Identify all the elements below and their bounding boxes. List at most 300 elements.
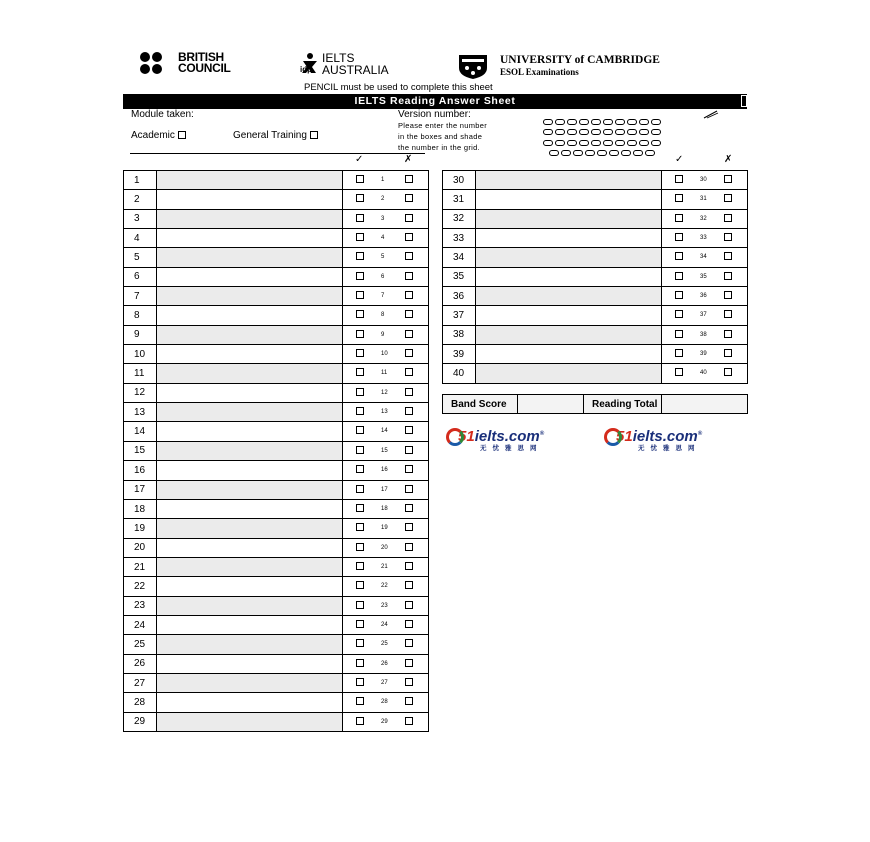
marker-cell: [343, 461, 429, 480]
incorrect-checkbox[interactable]: [405, 659, 413, 667]
question-number: 32: [443, 209, 476, 228]
incorrect-checkbox[interactable]: [405, 465, 413, 473]
answer-write-box[interactable]: [476, 306, 662, 325]
question-number: 28: [124, 693, 157, 712]
question-number: 21: [124, 557, 157, 576]
marker-number: 30: [700, 177, 707, 183]
reading-total-label: Reading Total: [584, 395, 662, 414]
answer-row: [443, 287, 748, 306]
incorrect-checkbox[interactable]: [405, 639, 413, 647]
watermark-logo-2: [604, 428, 702, 452]
answer-write-box[interactable]: [157, 306, 343, 325]
tick-header-right: ✓: [675, 154, 684, 165]
incorrect-checkbox[interactable]: [405, 407, 413, 415]
correct-checkbox[interactable]: [356, 485, 364, 493]
incorrect-checkbox[interactable]: [724, 175, 732, 183]
correct-checkbox[interactable]: [356, 446, 364, 454]
cross-header-right: ✗: [724, 154, 733, 165]
correct-checkbox[interactable]: [356, 659, 364, 667]
marker-number: 16: [381, 467, 388, 474]
answer-write-box[interactable]: [157, 403, 343, 422]
correct-checkbox[interactable]: [356, 562, 364, 570]
answer-row: [124, 499, 429, 518]
answer-write-box[interactable]: [157, 693, 343, 712]
incorrect-checkbox[interactable]: [405, 581, 413, 589]
marker-cell: [662, 171, 748, 190]
marker-cell: [343, 635, 429, 654]
incorrect-checkbox[interactable]: [405, 310, 413, 318]
answer-write-box[interactable]: [157, 422, 343, 441]
marker-number: 33: [700, 235, 707, 242]
marker-cell: [343, 248, 429, 267]
marker-number: 2: [381, 196, 385, 203]
marker-cell: [343, 171, 429, 190]
question-number: 9: [124, 325, 157, 344]
correct-checkbox[interactable]: [356, 194, 364, 202]
answer-write-box[interactable]: [157, 538, 343, 557]
question-number: 16: [124, 461, 157, 480]
sheet-title: IELTS Reading Answer Sheet: [354, 95, 516, 107]
correct-checkbox[interactable]: [356, 272, 364, 280]
ielts-text: IELTS: [322, 51, 355, 65]
answer-row: [124, 596, 429, 615]
module-label: Module taken:: [131, 109, 194, 120]
marker-cell: [343, 364, 429, 383]
incorrect-checkbox[interactable]: [405, 330, 413, 338]
marker-number: 21: [381, 563, 388, 570]
answer-write-box[interactable]: [157, 557, 343, 576]
correct-checkbox[interactable]: [675, 291, 683, 299]
marker-number: 35: [700, 273, 707, 280]
correct-checkbox[interactable]: [675, 175, 683, 183]
marker-cell: [662, 190, 748, 209]
question-number: 7: [124, 287, 157, 306]
incorrect-checkbox[interactable]: [405, 485, 413, 493]
answer-write-box[interactable]: [476, 364, 662, 383]
correct-checkbox[interactable]: [356, 252, 364, 260]
answer-row: [443, 364, 748, 383]
answer-row: [124, 538, 429, 557]
correct-checkbox[interactable]: [675, 368, 683, 376]
answer-write-box[interactable]: [157, 190, 343, 209]
correct-checkbox[interactable]: [356, 368, 364, 376]
question-number: 22: [124, 577, 157, 596]
version-instruction-2: in the boxes and shade: [398, 132, 483, 141]
answer-write-box[interactable]: [157, 345, 343, 364]
correct-checkbox[interactable]: [356, 175, 364, 183]
incorrect-checkbox[interactable]: [405, 368, 413, 376]
answer-write-box[interactable]: [157, 480, 343, 499]
answer-row: [124, 209, 429, 228]
marker-cell: [343, 577, 429, 596]
question-number: 11: [124, 364, 157, 383]
marker-number: 25: [381, 641, 388, 648]
question-number: 18: [124, 499, 157, 518]
marker-cell: [343, 557, 429, 576]
answer-row: [124, 635, 429, 654]
correct-checkbox[interactable]: [356, 717, 364, 725]
incorrect-checkbox[interactable]: [724, 310, 732, 318]
answer-row: [124, 519, 429, 538]
marker-number: 20: [381, 544, 388, 551]
answer-write-box[interactable]: [476, 325, 662, 344]
incorrect-checkbox[interactable]: [405, 717, 413, 725]
answer-row: [124, 364, 429, 383]
correct-checkbox[interactable]: [356, 426, 364, 434]
answer-row: [124, 693, 429, 712]
correct-checkbox[interactable]: [675, 194, 683, 202]
answer-write-box[interactable]: [476, 171, 662, 190]
answer-row: [124, 577, 429, 596]
bc-line1: BRITISH: [178, 50, 224, 64]
general-training-option[interactable]: [233, 130, 318, 141]
marker-number: 38: [700, 331, 707, 338]
answer-write-box[interactable]: [157, 635, 343, 654]
marker-cell: [343, 673, 429, 692]
bc-line2: COUNCIL: [178, 61, 231, 75]
question-number: 10: [124, 345, 157, 364]
pencil-note: PENCIL must be used to complete this sheet: [304, 82, 493, 93]
correct-checkbox[interactable]: [356, 388, 364, 396]
version-oval-row-4[interactable]: [549, 143, 657, 161]
esol-name: ESOL Examinations: [500, 67, 579, 77]
marker-number: 28: [381, 699, 388, 706]
answer-row: [124, 171, 429, 190]
marker-cell: [343, 267, 429, 286]
incorrect-checkbox[interactable]: [724, 368, 732, 376]
marker-number: 6: [381, 273, 385, 280]
band-score-box[interactable]: [518, 395, 584, 414]
answer-write-box[interactable]: [157, 171, 343, 190]
question-number: 15: [124, 441, 157, 460]
answer-row: [124, 654, 429, 673]
marker-cell: [343, 403, 429, 422]
version-instruction-3: the number in the grid.: [398, 143, 480, 152]
marker-cell: [343, 441, 429, 460]
corner-mark-icon: [741, 95, 747, 107]
cambridge-crest-icon: [458, 54, 488, 80]
band-score-label: Band Score: [443, 395, 518, 414]
answer-row: [124, 557, 429, 576]
answer-write-box[interactable]: [157, 287, 343, 306]
incorrect-checkbox[interactable]: [405, 504, 413, 512]
question-number: 17: [124, 480, 157, 499]
answer-write-box[interactable]: [476, 229, 662, 248]
marker-number: 40: [700, 370, 707, 377]
question-number: 33: [443, 229, 476, 248]
marker-cell: [343, 229, 429, 248]
watermark-swirl-icon: [604, 428, 622, 446]
marker-cell: [343, 596, 429, 615]
marker-cell: [343, 499, 429, 518]
answer-write-box[interactable]: [157, 519, 343, 538]
question-number: 37: [443, 306, 476, 325]
marker-number: 19: [381, 525, 388, 532]
question-number: 5: [124, 248, 157, 267]
answer-row: [124, 403, 429, 422]
watermark-51: 51: [458, 428, 475, 445]
version-label: Version number:: [398, 109, 471, 120]
answer-write-box[interactable]: [157, 615, 343, 634]
british-council-dots-icon: [140, 52, 176, 76]
marker-number: 14: [381, 428, 388, 435]
question-number: 30: [443, 171, 476, 190]
answer-row: [124, 383, 429, 402]
marker-number: 9: [381, 331, 385, 338]
watermark-reg: ®: [539, 431, 545, 437]
correct-checkbox[interactable]: [675, 272, 683, 280]
watermark-logo-1: [446, 428, 544, 452]
answer-write-box[interactable]: [157, 441, 343, 460]
watermark-51: 51: [616, 428, 633, 445]
incorrect-checkbox[interactable]: [405, 252, 413, 260]
question-number: 23: [124, 596, 157, 615]
answer-write-box[interactable]: [157, 248, 343, 267]
score-table: [442, 394, 748, 414]
correct-checkbox[interactable]: [356, 233, 364, 241]
correct-checkbox[interactable]: [675, 214, 683, 222]
question-number: 4: [124, 229, 157, 248]
marker-number: 4: [381, 235, 385, 242]
question-number: 20: [124, 538, 157, 557]
pencil-icon: [703, 109, 719, 119]
australia-text: AUSTRALIA: [322, 63, 389, 77]
correct-checkbox[interactable]: [356, 543, 364, 551]
marker-number: 34: [700, 254, 707, 261]
answer-row: [124, 441, 429, 460]
answer-write-box[interactable]: [476, 190, 662, 209]
general-training-checkbox[interactable]: [310, 131, 318, 139]
question-number: 8: [124, 306, 157, 325]
correct-checkbox[interactable]: [356, 330, 364, 338]
question-number: 24: [124, 615, 157, 634]
watermark-domain: ielts.com: [474, 428, 540, 445]
correct-checkbox[interactable]: [356, 310, 364, 318]
incorrect-checkbox[interactable]: [724, 194, 732, 202]
answer-write-box[interactable]: [476, 209, 662, 228]
correct-checkbox[interactable]: [675, 330, 683, 338]
marker-number: 24: [381, 621, 388, 628]
marker-number: 5: [381, 254, 385, 261]
answer-row: [124, 287, 429, 306]
correct-checkbox[interactable]: [675, 233, 683, 241]
question-number: 39: [443, 345, 476, 364]
general-training-label: General Training: [233, 130, 307, 141]
answer-row: [443, 306, 748, 325]
answer-row: [443, 190, 748, 209]
marker-number: 18: [381, 505, 388, 512]
answer-write-box[interactable]: [157, 229, 343, 248]
sheet-title-bar: [123, 94, 747, 109]
answer-write-box[interactable]: [157, 577, 343, 596]
marker-cell: [662, 209, 748, 228]
answer-write-box[interactable]: [157, 267, 343, 286]
question-number: 19: [124, 519, 157, 538]
answer-row: [124, 422, 429, 441]
marker-number: 3: [381, 215, 385, 222]
incorrect-checkbox[interactable]: [724, 272, 732, 280]
academic-option[interactable]: [131, 130, 186, 141]
marker-number: 1: [381, 177, 385, 183]
marker-number: 29: [381, 718, 388, 725]
marker-cell: [343, 693, 429, 712]
marker-number: 11: [381, 370, 388, 377]
correct-checkbox[interactable]: [675, 310, 683, 318]
answer-write-box[interactable]: [157, 596, 343, 615]
academic-checkbox[interactable]: [178, 131, 186, 139]
correct-checkbox[interactable]: [356, 523, 364, 531]
answer-row: [124, 345, 429, 364]
correct-checkbox[interactable]: [356, 620, 364, 628]
incorrect-checkbox[interactable]: [405, 194, 413, 202]
marker-cell: [343, 654, 429, 673]
answer-write-box[interactable]: [157, 364, 343, 383]
marker-cell: [343, 519, 429, 538]
correct-checkbox[interactable]: [356, 601, 364, 609]
answer-row: [124, 267, 429, 286]
correct-checkbox[interactable]: [356, 504, 364, 512]
marker-number: 23: [381, 602, 388, 609]
answer-write-box[interactable]: [476, 287, 662, 306]
answer-row: [124, 325, 429, 344]
answer-row: [443, 229, 748, 248]
correct-checkbox[interactable]: [356, 214, 364, 222]
question-number: 27: [124, 673, 157, 692]
idp-text: idp: [300, 65, 312, 74]
answer-write-box[interactable]: [157, 461, 343, 480]
question-number: 13: [124, 403, 157, 422]
marker-number: 17: [381, 486, 388, 493]
marker-cell: [662, 267, 748, 286]
incorrect-checkbox[interactable]: [405, 601, 413, 609]
answer-row: [124, 306, 429, 325]
marker-number: 10: [381, 351, 388, 358]
incorrect-checkbox[interactable]: [724, 233, 732, 241]
incorrect-checkbox[interactable]: [405, 214, 413, 222]
marker-cell: [662, 229, 748, 248]
correct-checkbox[interactable]: [356, 349, 364, 357]
watermark-reg: ®: [697, 431, 703, 437]
marker-cell: [662, 345, 748, 364]
watermark-domain: ielts.com: [632, 428, 698, 445]
answer-row: [124, 615, 429, 634]
incorrect-checkbox[interactable]: [405, 620, 413, 628]
incorrect-checkbox[interactable]: [405, 446, 413, 454]
marker-number: 26: [381, 660, 388, 667]
answer-row: [443, 171, 748, 190]
watermark-sub: 无忧雅思网: [638, 445, 701, 452]
correct-checkbox[interactable]: [675, 349, 683, 357]
answer-write-box[interactable]: [476, 267, 662, 286]
incorrect-checkbox[interactable]: [405, 678, 413, 686]
answer-write-box[interactable]: [476, 345, 662, 364]
answer-row: [124, 461, 429, 480]
incorrect-checkbox[interactable]: [405, 426, 413, 434]
incorrect-checkbox[interactable]: [405, 562, 413, 570]
answer-row: [124, 190, 429, 209]
answer-row: [443, 209, 748, 228]
question-number: 29: [124, 712, 157, 731]
correct-checkbox[interactable]: [675, 252, 683, 260]
answer-row: [443, 267, 748, 286]
cross-header-left: ✗: [404, 154, 413, 165]
answer-write-box[interactable]: [157, 209, 343, 228]
correct-checkbox[interactable]: [356, 407, 364, 415]
answer-write-box[interactable]: [157, 712, 343, 731]
correct-checkbox[interactable]: [356, 639, 364, 647]
answer-write-box[interactable]: [476, 248, 662, 267]
answer-write-box[interactable]: [157, 325, 343, 344]
incorrect-checkbox[interactable]: [405, 349, 413, 357]
tick-header-left: ✓: [355, 154, 364, 165]
marker-cell: [662, 287, 748, 306]
incorrect-checkbox[interactable]: [405, 291, 413, 299]
correct-checkbox[interactable]: [356, 291, 364, 299]
marker-number: 32: [700, 215, 707, 222]
marker-cell: [343, 287, 429, 306]
incorrect-checkbox[interactable]: [405, 388, 413, 396]
question-number: 34: [443, 248, 476, 267]
incorrect-checkbox[interactable]: [405, 272, 413, 280]
watermark-sub: 无忧雅思网: [480, 445, 543, 452]
incorrect-checkbox[interactable]: [405, 523, 413, 531]
answer-row: [124, 248, 429, 267]
question-number: 31: [443, 190, 476, 209]
answer-write-box[interactable]: [157, 654, 343, 673]
marker-number: 36: [700, 293, 707, 300]
correct-checkbox[interactable]: [356, 581, 364, 589]
incorrect-checkbox[interactable]: [405, 697, 413, 705]
reading-total-box[interactable]: [662, 395, 748, 414]
marker-cell: [343, 325, 429, 344]
answer-write-box[interactable]: [157, 673, 343, 692]
question-number: 25: [124, 635, 157, 654]
marker-cell: [662, 248, 748, 267]
correct-checkbox[interactable]: [356, 678, 364, 686]
marker-number: 37: [700, 312, 707, 319]
incorrect-checkbox[interactable]: [405, 175, 413, 183]
question-number: 14: [124, 422, 157, 441]
marker-cell: [343, 538, 429, 557]
question-number: 40: [443, 364, 476, 383]
version-instruction-1: Please enter the number: [398, 121, 488, 130]
incorrect-checkbox[interactable]: [405, 233, 413, 241]
incorrect-checkbox[interactable]: [724, 330, 732, 338]
incorrect-checkbox[interactable]: [724, 252, 732, 260]
marker-number: 31: [700, 196, 707, 203]
marker-cell: [343, 615, 429, 634]
marker-cell: [343, 480, 429, 499]
answer-write-box[interactable]: [157, 499, 343, 518]
cambridge-name: UNIVERSITY of CAMBRIDGE: [500, 54, 660, 66]
question-number: 38: [443, 325, 476, 344]
correct-checkbox[interactable]: [356, 697, 364, 705]
answer-write-box[interactable]: [157, 383, 343, 402]
question-number: 3: [124, 209, 157, 228]
incorrect-checkbox[interactable]: [724, 214, 732, 222]
question-number: 2: [124, 190, 157, 209]
answer-row: [124, 480, 429, 499]
answer-row: [124, 712, 429, 731]
marker-number: 15: [381, 447, 388, 454]
incorrect-checkbox[interactable]: [724, 291, 732, 299]
academic-label: Academic: [131, 130, 175, 141]
incorrect-checkbox[interactable]: [405, 543, 413, 551]
marker-cell: [343, 712, 429, 731]
incorrect-checkbox[interactable]: [724, 349, 732, 357]
correct-checkbox[interactable]: [356, 465, 364, 473]
answer-row: [124, 229, 429, 248]
